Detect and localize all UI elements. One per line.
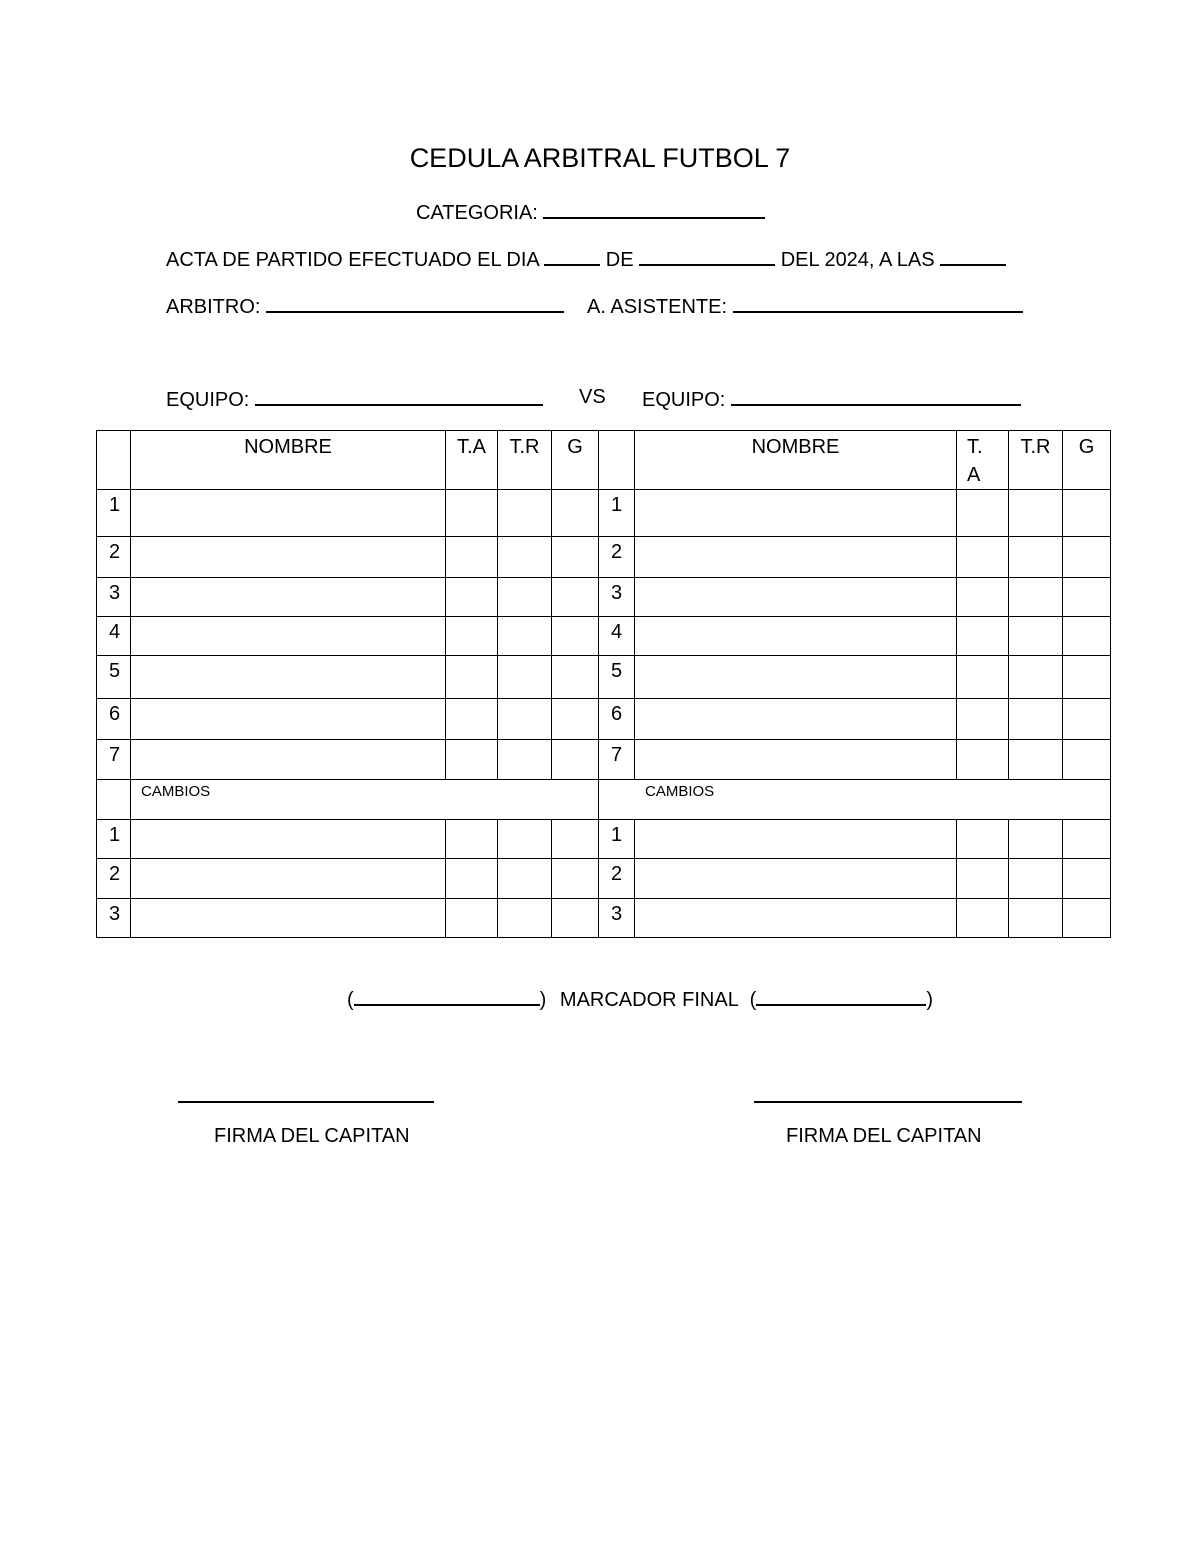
g-cell[interactable] — [552, 656, 599, 699]
tr-cell[interactable] — [1009, 578, 1063, 617]
asistente-line — [587, 293, 1023, 319]
tr-cell[interactable] — [498, 740, 552, 780]
asistente-field[interactable] — [733, 293, 1023, 313]
player-row — [97, 490, 1111, 537]
cambio-number-left: 1 — [97, 820, 131, 859]
tr-cell[interactable] — [498, 617, 552, 656]
g-cell[interactable] — [552, 699, 599, 740]
mes-field[interactable] — [639, 246, 775, 266]
header-ta-left: T.A — [446, 431, 498, 490]
cambio-number-left: 3 — [97, 899, 131, 938]
cambio-row — [97, 899, 1111, 938]
ta-cell[interactable] — [957, 859, 1009, 899]
categoria-field[interactable] — [543, 199, 765, 219]
g-cell[interactable] — [1063, 656, 1111, 699]
player-name-cell[interactable] — [131, 537, 446, 578]
hora-field[interactable] — [940, 246, 1006, 266]
roster-table — [96, 430, 1111, 938]
player-row — [97, 578, 1111, 617]
tr-cell[interactable] — [1009, 820, 1063, 859]
player-name-cell[interactable] — [131, 740, 446, 780]
table-header-row — [97, 431, 1111, 490]
marcador-left-field[interactable] — [354, 986, 540, 1006]
signature-line-left[interactable] — [178, 1101, 434, 1103]
g-cell[interactable] — [1063, 859, 1111, 899]
player-number-right: 3 — [599, 578, 635, 617]
tr-cell[interactable] — [1009, 699, 1063, 740]
marcador-open-paren-left: ( — [347, 989, 354, 1011]
player-name-cell[interactable] — [635, 656, 957, 699]
player-number-right: 5 — [599, 656, 635, 699]
player-name-cell[interactable] — [635, 490, 957, 537]
acta-prefix: ACTA DE PARTIDO EFECTUADO EL DIA — [166, 249, 539, 271]
g-cell[interactable] — [1063, 490, 1111, 537]
ta-cell[interactable] — [957, 740, 1009, 780]
dia-field[interactable] — [544, 246, 600, 266]
equipo-right-field[interactable] — [731, 386, 1021, 406]
header-tr-right: T.R — [1009, 431, 1063, 490]
player-number-right: 2 — [599, 537, 635, 578]
g-cell[interactable] — [552, 859, 599, 899]
player-number-left: 5 — [97, 656, 131, 699]
player-number-left: 7 — [97, 740, 131, 780]
firma-label-left: FIRMA DEL CAPITAN — [214, 1125, 410, 1147]
player-name-cell[interactable] — [131, 490, 446, 537]
marcador-label: MARCADOR FINAL — [559, 989, 739, 1011]
header-tr-left: T.R — [498, 431, 552, 490]
g-cell[interactable] — [1063, 537, 1111, 578]
ta-cell[interactable] — [446, 699, 498, 740]
tr-cell[interactable] — [1009, 537, 1063, 578]
player-name-cell[interactable] — [131, 859, 446, 899]
cambios-label-left: CAMBIOS — [131, 780, 599, 820]
header-num-right — [599, 431, 635, 490]
player-row — [97, 617, 1111, 656]
player-number-left: 3 — [97, 578, 131, 617]
ta-cell[interactable] — [957, 820, 1009, 859]
header-g-right: G — [1063, 431, 1111, 490]
player-number-left: 2 — [97, 537, 131, 578]
header-nombre-right: NOMBRE — [635, 431, 957, 490]
tr-cell[interactable] — [498, 656, 552, 699]
player-name-cell[interactable] — [635, 578, 957, 617]
player-name-cell[interactable] — [635, 537, 957, 578]
player-row — [97, 656, 1111, 699]
g-cell[interactable] — [1063, 740, 1111, 780]
ta-cell[interactable] — [446, 740, 498, 780]
ta-cell[interactable] — [446, 490, 498, 537]
header-nombre-left: NOMBRE — [131, 431, 446, 490]
player-number-left: 1 — [97, 490, 131, 537]
ta-cell[interactable] — [446, 537, 498, 578]
tr-cell[interactable] — [498, 578, 552, 617]
player-row — [97, 699, 1111, 740]
ta-cell[interactable] — [446, 578, 498, 617]
player-number-right: 1 — [599, 490, 635, 537]
tr-cell[interactable] — [498, 820, 552, 859]
marcador-close-paren-right: ) — [926, 989, 933, 1011]
tr-cell[interactable] — [1009, 859, 1063, 899]
cambio-number-right: 2 — [599, 859, 635, 899]
equipo-left-label: EQUIPO: — [166, 389, 250, 411]
player-name-cell[interactable] — [131, 617, 446, 656]
firma-label-right: FIRMA DEL CAPITAN — [786, 1125, 982, 1147]
g-cell[interactable] — [1063, 899, 1111, 938]
player-row — [97, 537, 1111, 578]
signature-line-right[interactable] — [754, 1101, 1022, 1103]
player-number-left: 6 — [97, 699, 131, 740]
ta-cell[interactable] — [957, 656, 1009, 699]
player-number-right: 6 — [599, 699, 635, 740]
ta-cell[interactable] — [446, 859, 498, 899]
cambio-row — [97, 820, 1111, 859]
header-g-left: G — [552, 431, 599, 490]
acta-de: DE — [605, 249, 634, 271]
equipo-right-line — [642, 386, 1021, 412]
ta-cell[interactable] — [446, 899, 498, 938]
ta-cell[interactable] — [957, 578, 1009, 617]
tr-cell[interactable] — [1009, 740, 1063, 780]
page-title: CEDULA ARBITRAL FUTBOL 7 — [409, 143, 791, 173]
tr-cell[interactable] — [498, 537, 552, 578]
tr-cell[interactable] — [498, 490, 552, 537]
g-cell[interactable] — [1063, 578, 1111, 617]
g-cell[interactable] — [1063, 617, 1111, 656]
marcador-right-field[interactable] — [756, 986, 926, 1006]
ta-cell[interactable] — [446, 656, 498, 699]
header-ta-right: T. A — [957, 431, 1009, 490]
g-cell[interactable] — [552, 617, 599, 656]
marcador-line — [347, 986, 933, 1012]
player-name-cell[interactable] — [635, 899, 957, 938]
acta-line — [166, 246, 1006, 272]
asistente-label: A. ASISTENTE: — [587, 296, 728, 318]
cambio-number-right: 1 — [599, 820, 635, 859]
player-name-cell[interactable] — [131, 699, 446, 740]
player-name-cell[interactable] — [131, 820, 446, 859]
player-name-cell[interactable] — [131, 656, 446, 699]
tr-cell[interactable] — [498, 899, 552, 938]
player-row — [97, 740, 1111, 780]
player-name-cell[interactable] — [131, 899, 446, 938]
header-num-left — [97, 431, 131, 490]
g-cell[interactable] — [552, 740, 599, 780]
cambios-label-right: CAMBIOS — [599, 780, 1111, 820]
player-name-cell[interactable] — [635, 740, 957, 780]
marcador-open-paren-right: ( — [749, 989, 757, 1011]
cambios-row — [97, 780, 1111, 820]
player-name-cell[interactable] — [635, 699, 957, 740]
cambio-number-left: 2 — [97, 859, 131, 899]
tr-cell[interactable] — [498, 859, 552, 899]
vs-label: VS — [579, 386, 606, 408]
ta-cell[interactable] — [446, 820, 498, 859]
g-cell[interactable] — [552, 490, 599, 537]
arbitro-label: ARBITRO: — [166, 296, 261, 318]
ta-cell[interactable] — [957, 490, 1009, 537]
player-name-cell[interactable] — [131, 578, 446, 617]
ta-cell[interactable] — [957, 899, 1009, 938]
g-cell[interactable] — [552, 537, 599, 578]
arbitro-line — [166, 293, 564, 319]
ta-cell[interactable] — [957, 537, 1009, 578]
tr-cell[interactable] — [1009, 490, 1063, 537]
g-cell[interactable] — [552, 820, 599, 859]
player-name-cell[interactable] — [635, 820, 957, 859]
g-cell[interactable] — [1063, 820, 1111, 859]
categoria-line — [416, 199, 765, 225]
categoria-label: CATEGORIA: — [416, 202, 538, 224]
player-number-left: 4 — [97, 617, 131, 656]
g-cell[interactable] — [1063, 699, 1111, 740]
ta-cell[interactable] — [446, 617, 498, 656]
player-number-right: 4 — [599, 617, 635, 656]
g-cell[interactable] — [552, 899, 599, 938]
tr-cell[interactable] — [1009, 656, 1063, 699]
equipo-left-field[interactable] — [255, 386, 543, 406]
ta-cell[interactable] — [957, 617, 1009, 656]
g-cell[interactable] — [552, 578, 599, 617]
cambio-number-right: 3 — [599, 899, 635, 938]
arbitro-field[interactable] — [266, 293, 564, 313]
tr-cell[interactable] — [1009, 617, 1063, 656]
acta-year: DEL 2024, A LAS — [780, 249, 935, 271]
player-name-cell[interactable] — [635, 859, 957, 899]
equipo-right-label: EQUIPO: — [642, 389, 726, 411]
tr-cell[interactable] — [1009, 899, 1063, 938]
player-name-cell[interactable] — [635, 617, 957, 656]
cambio-row — [97, 859, 1111, 899]
tr-cell[interactable] — [498, 699, 552, 740]
player-number-right: 7 — [599, 740, 635, 780]
ta-cell[interactable] — [957, 699, 1009, 740]
equipo-left-line — [166, 386, 543, 412]
cambios-num-left — [97, 780, 131, 820]
marcador-close-paren-left: ) — [539, 989, 547, 1011]
